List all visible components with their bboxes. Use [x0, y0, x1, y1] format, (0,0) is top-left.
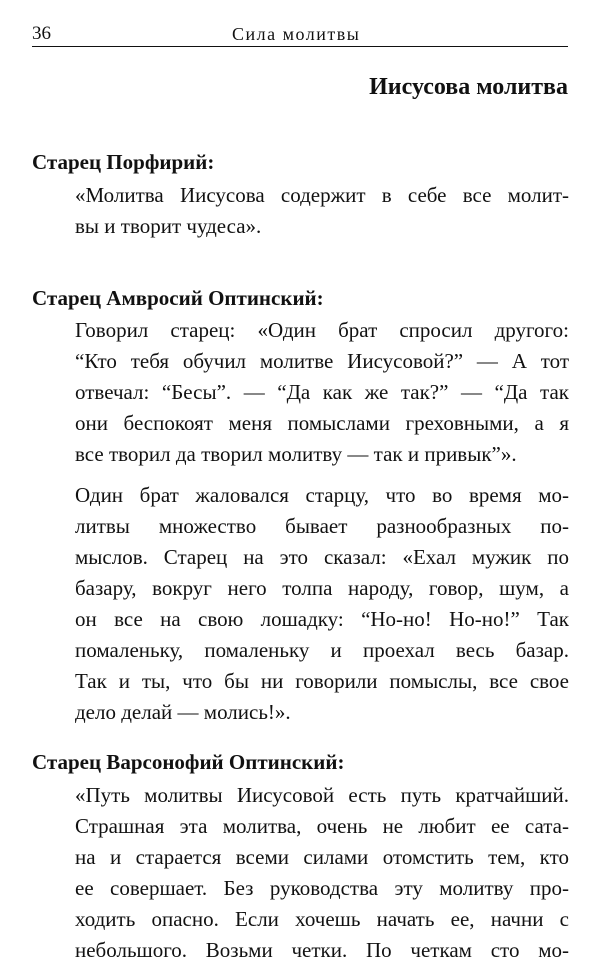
text-line: небольшого. Возьми четки. По четкам сто мо- — [75, 938, 569, 962]
elder-name-amvrosy: Старец Амвросий Оптинский: — [32, 286, 324, 310]
text-line: базару, вокруг него толпа народу, говор, шум, а — [75, 576, 569, 600]
text-line: мыслов. Старец на это сказал: «Ехал мужик по — [75, 545, 569, 569]
text-line: “Кто тебя обучил молитве Иисусовой?” — А тот — [75, 349, 569, 373]
paragraph — [75, 180, 569, 242]
text-line: Один брат жаловался старцу, что во время мо- — [75, 483, 569, 507]
text-line: ходить опасно. Если хочешь начать ее, начни с — [75, 907, 569, 931]
text-line: отвечал: “Бесы”. — “Да как же так?” — “Да так — [75, 380, 569, 404]
elder-name-porfiry: Старец Порфирий: — [32, 150, 215, 174]
text-line: вы и творит чудеса». — [75, 214, 262, 238]
header-rule — [32, 46, 568, 47]
text-line: ее совершает. Без руководства эту молитву про- — [75, 876, 569, 900]
elder-name-varsonofy: Старец Варсонофий Оптинский: — [32, 750, 345, 774]
text-line: «Путь молитвы Иисусовой есть путь кратчайший. — [75, 783, 569, 807]
paragraph — [75, 780, 569, 966]
text-line: дело делай — молись!». — [75, 700, 291, 724]
text-line: Страшная эта молитва, очень не любит ее сата- — [75, 814, 569, 838]
page-number: 36 — [32, 23, 51, 44]
text-line: литвы множество бывает разнообразных по- — [75, 514, 569, 538]
text-line: Так и ты, что бы ни говорили помыслы, все свое — [75, 669, 569, 693]
text-line: «Молитва Иисусова содержит в себе все молит- — [75, 183, 569, 207]
text-line: помаленьку, помаленьку и проехал весь базар. — [75, 638, 569, 662]
paragraph — [75, 315, 569, 470]
running-head — [32, 22, 568, 46]
text-line: он все на свою лошадку: “Но-но! Но-но!” Так — [75, 607, 569, 631]
running-title: Сила молитвы — [232, 24, 361, 44]
section-title: Иисусова молитва — [369, 74, 568, 100]
text-line: Говорил старец: «Один брат спросил другого: — [75, 318, 569, 342]
paragraph — [75, 480, 569, 728]
text-line: на и старается всеми силами отомстить тем, кто — [75, 845, 569, 869]
text-line: они беспокоят меня помыслами греховными, а я — [75, 411, 569, 435]
text-line: все творил да творил молитву — так и привык”». — [75, 442, 517, 466]
